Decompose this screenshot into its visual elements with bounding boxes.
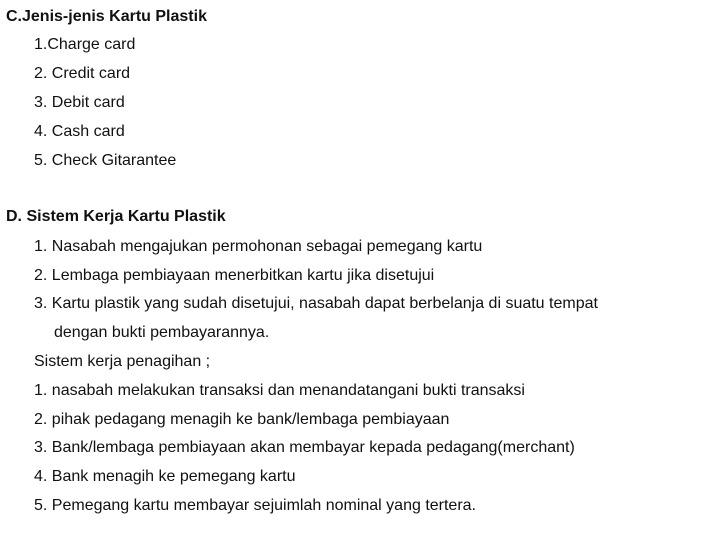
section-c-item-4: 4. Cash card <box>34 123 125 140</box>
section-d-heading: D. Sistem Kerja Kartu Plastik <box>6 208 226 225</box>
section-c-item-2: 2. Credit card <box>34 65 131 82</box>
section-c-heading: C.Jenis-jenis Kartu Plastik <box>6 8 207 25</box>
section-c-item-1: 1.Charge card <box>34 36 136 53</box>
billing-subheading: Sistem kerja penagihan ; <box>34 353 211 370</box>
billing-item-1: 1. nasabah melakukan transaksi dan menandatangani bukti transaksi <box>34 382 525 399</box>
billing-item-5: 5. Pemegang kartu membayar sejuimlah nominal yang tertera. <box>34 497 476 514</box>
billing-item-3: 3. Bank/lembaga pembiayaan akan membayar kepada pedagang(merchant) <box>34 439 575 456</box>
section-c-item-5: 5. Check Gitarantee <box>34 152 177 169</box>
section-c-item-3: 3. Debit card <box>34 94 125 111</box>
section-d-item-1: 1. Nasabah mengajukan permohonan sebagai pemegang kartu <box>34 238 483 255</box>
section-d-item-3-continuation: dengan bukti pembayarannya. <box>54 324 270 341</box>
section-d-item-2: 2. Lembaga pembiayaan menerbitkan kartu jika disetujui <box>34 267 435 284</box>
billing-item-4: 4. Bank menagih ke pemegang kartu <box>34 468 296 485</box>
billing-item-2: 2. pihak pedagang menagih ke bank/lembaga pembiayaan <box>34 411 450 428</box>
section-d-item-3: 3. Kartu plastik yang sudah disetujui, nasabah dapat berbelanja di suatu tempat <box>34 295 598 312</box>
